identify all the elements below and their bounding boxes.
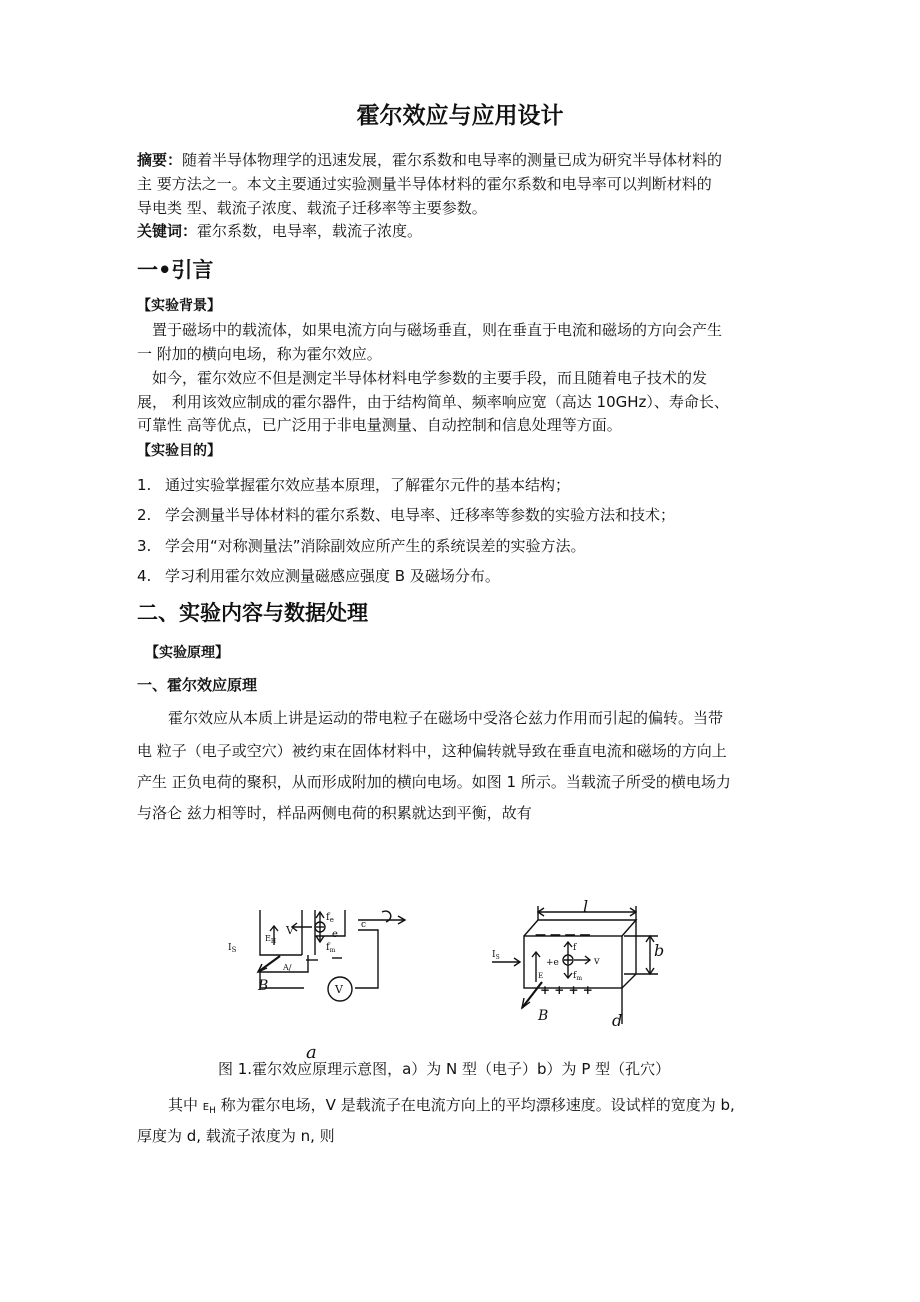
figure-1a-diagram <box>220 900 420 1060</box>
fig-a-b-label: B <box>258 978 269 994</box>
fig-a-voltmeter-label: V <box>335 983 343 996</box>
principle-heading: 【实验原理】 <box>145 645 229 661</box>
fig-b-v-label: v <box>594 956 600 967</box>
document-title: 霍尔效应与应用设计 <box>356 103 564 129</box>
abstract-line-1: 摘要：随着半导体物理学的迅速发展，霍尔系数和电导率的测量已成为研究半导体材料的 <box>137 151 723 169</box>
section-2-heading: 二、实验内容与数据处理 <box>137 601 368 625</box>
fig-b-l-label: l <box>583 898 589 916</box>
fig-b-plus-signs: + + + + <box>540 983 593 997</box>
background-para1-line1: 置于磁场中的载流体，如果电流方向与磁场垂直，则在垂直于电流和磁场的方向会产生 <box>152 321 723 339</box>
fig-b-minus-signs: — — — — <box>535 928 591 941</box>
fig-a-e-label: e <box>332 929 338 940</box>
section-1-heading: 一•引言 <box>137 258 214 282</box>
principle-para-line4: 与洛仑 兹力相等时，样品两侧电荷的积累就达到平衡，故有 <box>137 804 532 822</box>
fig-a-eh-label: $E_H$ <box>265 934 277 945</box>
fig-b-is-label: $I_S$ <box>492 950 500 961</box>
circuit-wire-right <box>355 930 378 988</box>
fig-a-c-label: c <box>361 920 367 930</box>
fig-b-f-label: f <box>573 943 577 953</box>
keywords-line: 关键词：霍尔系数，电导率，载流子浓度。 <box>137 222 423 240</box>
principle-para-line3: 产生 正负电荷的聚积，从而形成附加的横向电场。如图 1 所示。当载流子所受的横电场力 <box>137 773 731 791</box>
purpose-item: 2. 学会测量半导体材料的霍尔系数、电导率、迁移率等参数的实验方法和技术； <box>137 506 676 524</box>
principle-para-line1: 霍尔效应从本质上讲是运动的带电粒子在磁场中受洛仑兹力作用而引起的偏转。当带 <box>168 709 724 727</box>
abstract-line-3: 导电类 型、载流子浓度、载流子迁移率等主要参数。 <box>137 199 487 217</box>
sample-b-side <box>622 920 636 988</box>
fig-a-fe-label: $f_e$ <box>326 912 334 924</box>
figure-1b-diagram <box>480 898 670 1033</box>
fig-a-is-label: $I_S$ <box>228 943 237 954</box>
figure-caption: 图 1.霍尔效应原理示意图，a）为 N 型（电子）b）为 P 型（孔穴） <box>218 1060 671 1078</box>
background-para2-line3: 可靠性 高等优点，已广泛用于非电量测量、自动控制和信息处理等方面。 <box>137 416 622 434</box>
purpose-heading: 【实验目的】 <box>137 443 221 459</box>
fig-b-E-label: E <box>538 972 544 980</box>
after-figure-line2: 厚度为 d, 载流子浓度为 n, 则 <box>137 1127 335 1145</box>
background-para2-line1: 如今，霍尔效应不但是测定半导体材料电学参数的主要手段，而且随着电子技术的发 <box>152 369 708 387</box>
principle-para-line2: 电 粒子（电子或空穴）被约束在固体材料中，这种偏转就导致在垂直电流和磁场的方向上 <box>137 742 727 760</box>
fig-b-b-dim: b <box>654 941 665 960</box>
fig-b-b-field: B <box>538 1008 549 1024</box>
fig-a-letter: a <box>306 1042 317 1060</box>
abstract-label: 摘要： <box>137 151 183 169</box>
sample-a-outline <box>260 910 302 955</box>
background-para2-line2: 展， 利用该效应制成的霍尔器件，由于结构简单、频率响应宽（高达 10GHz）、寿命长、 <box>137 393 729 411</box>
fig-a-a-label: A/ <box>283 963 292 972</box>
purpose-item: 4. 学习利用霍尔效应测量磁感应强度 B 及磁场分布。 <box>137 567 500 585</box>
abstract-line-2: 主 要方法之一。本文主要通过实验测量半导体材料的霍尔系数和电导率可以判断材料的 <box>137 175 712 193</box>
fig-b-e-label: +e <box>546 958 559 968</box>
background-para1-line2: 一 附加的横向电场，称为霍尔效应。 <box>137 345 382 363</box>
purpose-item: 1. 通过实验掌握霍尔效应基本原理，了解霍尔元件的基本结构； <box>137 476 571 494</box>
keywords-label: 关键词： <box>137 222 198 240</box>
fig-a-fm-label: $f_m$ <box>326 942 336 954</box>
background-heading: 【实验背景】 <box>137 298 221 314</box>
purpose-item: 3. 学会用“对称测量法”消除副效应所产生的系统误差的实验方法。 <box>137 537 586 555</box>
after-figure-line1: 其中 $E_H$ 称为霍尔电场，V 是载流子在电流方向上的平均漂移速度。设试样的宽度为 b, <box>168 1096 735 1116</box>
hall-principle-heading: 一、霍尔效应原理 <box>137 676 258 694</box>
fig-a-v-label: V <box>286 924 294 937</box>
fig-b-fm-label: $f_m$ <box>573 971 583 982</box>
fig-b-d-dim: d <box>612 1011 623 1030</box>
